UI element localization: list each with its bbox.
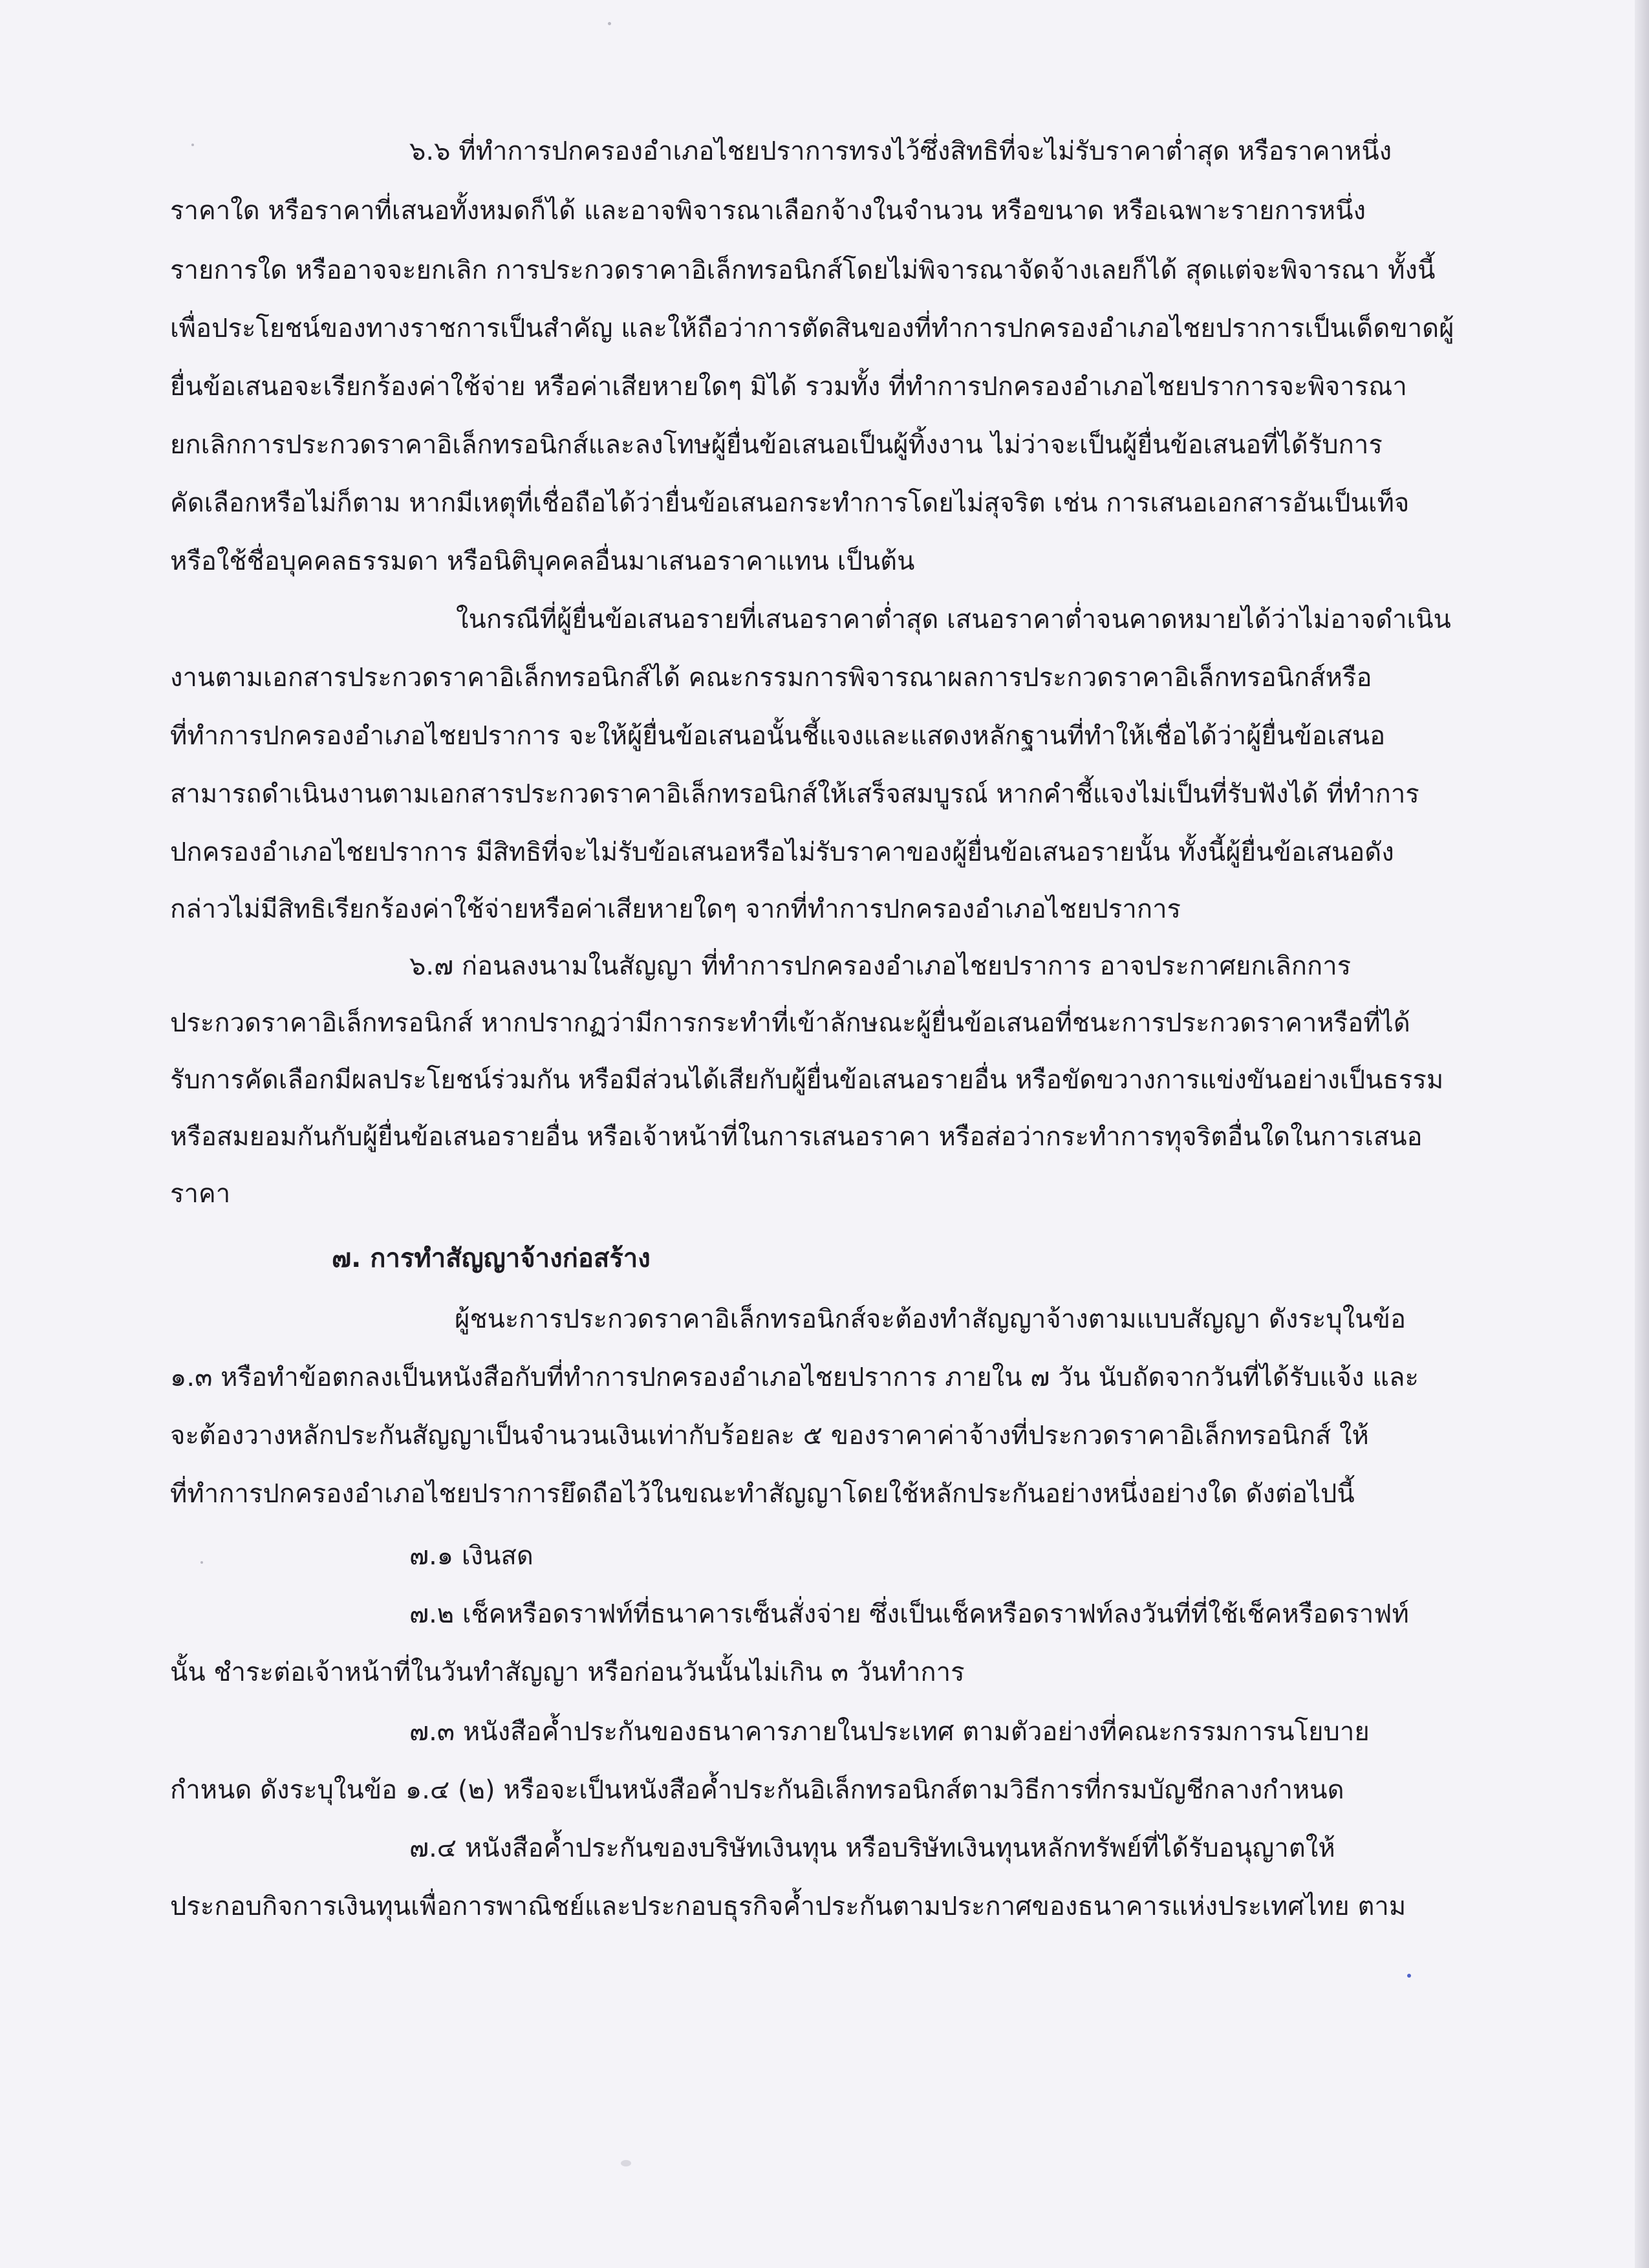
- text-line-11: ที่ทำการปกครองอำเภอไชยปราการ จะให้ผู้ยื่นข้อเสนอนั้นชี้แจงและแสดงหลักฐานที่ทำให้เชื่อได้ว่าผู้ยื่นข้อเสนอ: [170, 721, 1386, 751]
- text-line-8: หรือใช้ชื่อบุคคลธรรมดา หรือนิติบุคคลอื่นมาเสนอราคาแทน เป็นต้น: [170, 546, 915, 576]
- text-line-17: รับการคัดเลือกมีผลประโยชน์ร่วมกัน หรือมีส่วนได้เสียกับผู้ยื่นข้อเสนอรายอื่น หรือขัดขวางการแข่งขันอย่างเป็นธรรม: [170, 1065, 1444, 1095]
- section-heading: ๗. การทำสัญญาจ้างก่อสร้าง: [332, 1244, 651, 1273]
- text-line-21: ผู้ชนะการประกวดราคาอิเล็กทรอนิกส์จะต้องทำสัญญาจ้างตามแบบสัญญา ดังระบุในข้อ: [455, 1304, 1406, 1334]
- scan-speck: [608, 22, 611, 25]
- scan-speck: [1407, 1974, 1411, 1978]
- text-line-30: ๗.๔ หนังสือค้ำประกันของบริษัทเงินทุน หรือบริษัทเงินทุนหลักทรัพย์ที่ได้รับอนุญาตให้: [409, 1833, 1335, 1863]
- text-line-2: ราคาใด หรือราคาที่เสนอทั้งหมดก็ได้ และอาจพิจารณาเลือกจ้างในจำนวน หรือขนาด หรือเฉพาะรายการหนึ่ง: [170, 196, 1366, 226]
- scan-speck: [621, 2160, 631, 2166]
- text-line-26: ๗.๒ เช็คหรือดราฟท์ที่ธนาคารเซ็นสั่งจ่าย ซึ่งเป็นเช็คหรือดราฟท์ลงวันที่ที่ใช้เช็คหรือดราฟท์: [409, 1599, 1409, 1629]
- text-line-24: ที่ทำการปกครองอำเภอไชยปราการยึดถือไว้ในขณะทำสัญญาโดยใช้หลักประกันอย่างหนึ่งอย่างใด ดังต่อไปนี้: [170, 1479, 1355, 1509]
- text-line-14: กล่าวไม่มีสิทธิเรียกร้องค่าใช้จ่ายหรือค่าเสียหายใดๆ จากที่ทำการปกครองอำเภอไชยปราการ: [170, 894, 1181, 924]
- text-line-23: จะต้องวางหลักประกันสัญญาเป็นจำนวนเงินเท่ากับร้อยละ ๕ ของราคาค่าจ้างที่ประกวดราคาอิเล็กทรอนิกส์ ให้: [170, 1421, 1369, 1451]
- text-line-31: ประกอบกิจการเงินทุนเพื่อการพาณิชย์และประกอบธุรกิจค้ำประกันตามประกาศของธนาคารแห่งประเทศไทย ตาม: [170, 1892, 1406, 1921]
- text-line-13: ปกครองอำเภอไชยปราการ มีสิทธิที่จะไม่รับข้อเสนอหรือไม่รับราคาของผู้ยื่นข้อเสนอรายนั้น ทั้งนี้ผู้ยื่นข้อเสนอดัง: [170, 837, 1394, 867]
- text-line-28: ๗.๓ หนังสือค้ำประกันของธนาคารภายในประเทศ ตามตัวอย่างที่คณะกรรมการนโยบาย: [409, 1717, 1370, 1747]
- text-line-10: งานตามเอกสารประกวดราคาอิเล็กทรอนิกส์ได้ คณะกรรมการพิจารณาผลการประกวดราคาอิเล็กทรอนิกส์หรือ: [170, 663, 1372, 693]
- scan-speck: [200, 1561, 203, 1564]
- text-line-18: หรือสมยอมกันกับผู้ยื่นข้อเสนอรายอื่น หรือเจ้าหน้าที่ในการเสนอราคา หรือส่อว่ากระทำการทุจริตอื่นใดในการเสนอ: [170, 1122, 1423, 1152]
- text-line-29: กำหนด ดังระบุในข้อ ๑.๔ (๒) หรือจะเป็นหนังสือค้ำประกันอิเล็กทรอนิกส์ตามวิธีการที่กรมบัญชีกลางกำหนด: [170, 1775, 1344, 1805]
- text-line-16: ประกวดราคาอิเล็กทรอนิกส์ หากปรากฏว่ามีการกระทำที่เข้าลักษณะผู้ยื่นข้อเสนอที่ชนะการประกวดราคาหรือที่ได้: [170, 1008, 1410, 1038]
- text-line-4: เพื่อประโยชน์ของทางราชการเป็นสำคัญ และให้ถือว่าการตัดสินของที่ทำการปกครองอำเภอไชยปราการเป็นเด็ดขาดผู้: [170, 314, 1454, 343]
- scan-speck: [191, 144, 194, 146]
- text-line-7: คัดเลือกหรือไม่ก็ตาม หากมีเหตุที่เชื่อถือได้ว่ายื่นข้อเสนอกระทำการโดยไม่สุจริต เช่น การเสนอเอกสารอันเป็นเท็จ: [170, 488, 1410, 518]
- text-line-1: ๖.๖ ที่ทำการปกครองอำเภอไชยปราการทรงไว้ซึ่งสิทธิที่จะไม่รับราคาต่ำสุด หรือราคาหนึ่ง: [409, 136, 1392, 166]
- text-line-15: ๖.๗ ก่อนลงนามในสัญญา ที่ทำการปกครองอำเภอไชยปราการ อาจประกาศยกเลิกการ: [409, 951, 1352, 981]
- text-line-3: รายการใด หรืออาจจะยกเลิก การประกวดราคาอิเล็กทรอนิกส์โดยไม่พิจารณาจัดจ้างเลยก็ได้ สุดแต่จะพิจารณา ทั้งนี้: [170, 255, 1436, 285]
- text-line-12: สามารถดำเนินงานตามเอกสารประกวดราคาอิเล็กทรอนิกส์ให้เสร็จสมบูรณ์ หากคำชี้แจงไม่เป็นที่รับฟังได้ ที่ทำการ: [170, 779, 1419, 809]
- text-line-19: ราคา: [170, 1179, 231, 1209]
- text-line-9: ในกรณีที่ผู้ยื่นข้อเสนอรายที่เสนอราคาต่ำสุด เสนอราคาต่ำจนคาดหมายได้ว่าไม่อาจดำเนิน: [456, 605, 1451, 634]
- text-line-5: ยื่นข้อเสนอจะเรียกร้องค่าใช้จ่าย หรือค่าเสียหายใดๆ มิได้ รวมทั้ง ที่ทำการปกครองอำเภอไชยปราการจะพิจารณา: [170, 372, 1407, 402]
- text-line-27: นั้น ชำระต่อเจ้าหน้าที่ในวันทำสัญญา หรือก่อนวันนั้นไม่เกิน ๓ วันทำการ: [170, 1658, 965, 1687]
- text-line-22: ๑.๓ หรือทำข้อตกลงเป็นหนังสือกับที่ทำการปกครองอำเภอไชยปราการ ภายใน ๗ วัน นับถัดจากวันที่ได้รับแจ้ง และ: [170, 1363, 1419, 1392]
- text-line-25: ๗.๑ เงินสด: [409, 1541, 534, 1571]
- text-line-6: ยกเลิกการประกวดราคาอิเล็กทรอนิกส์และลงโทษผู้ยื่นข้อเสนอเป็นผู้ทิ้งงาน ไม่ว่าจะเป็นผู้ยื่นข้อเสนอที่ได้รับการ: [170, 430, 1383, 460]
- scan-edge-shadow: [1635, 0, 1649, 2268]
